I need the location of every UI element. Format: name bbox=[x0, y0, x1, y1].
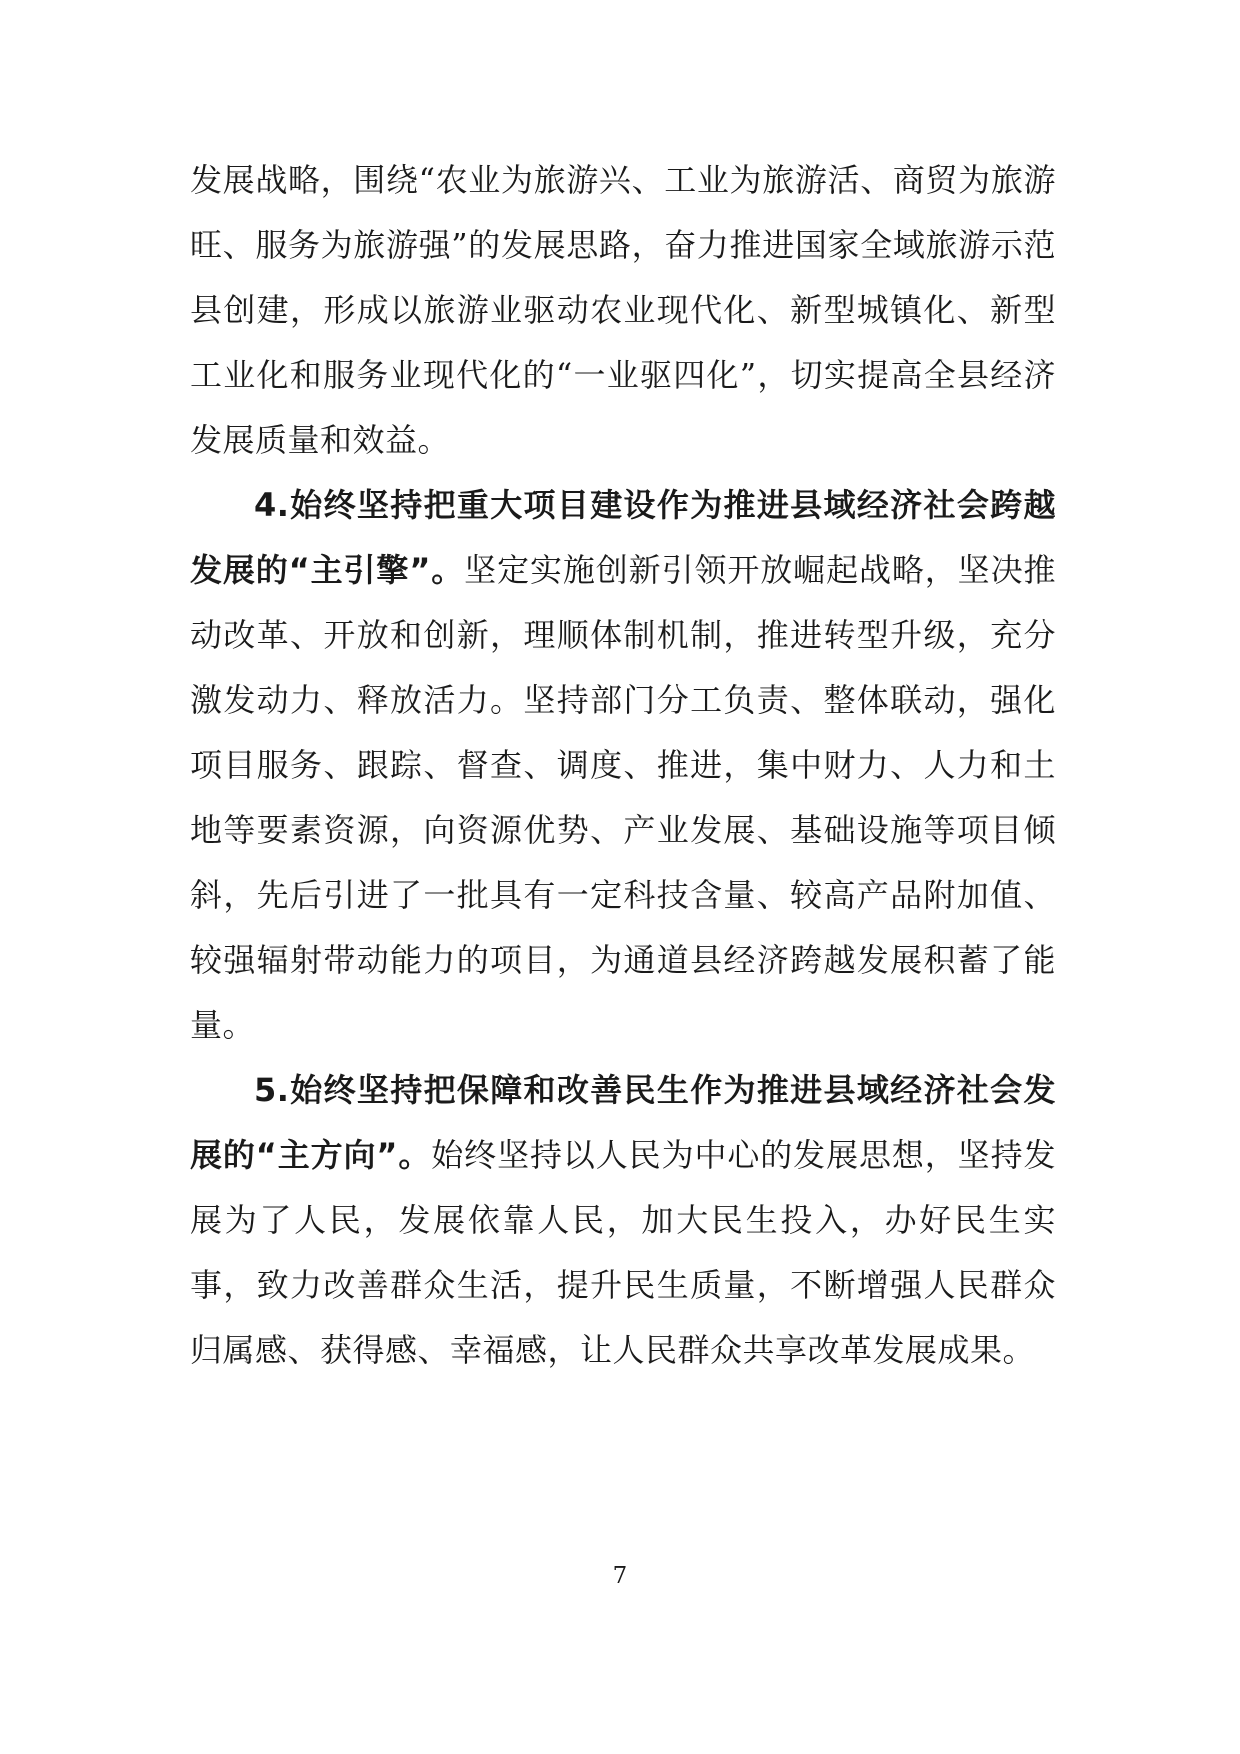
paragraph-lead: 5.始终坚持把保障和改善民生作为推进县域经济社会发展的“主方向”。 bbox=[190, 1071, 1056, 1174]
paragraph-item-5 bbox=[190, 1058, 1056, 1383]
page-number: 7 bbox=[612, 1563, 628, 1589]
paragraph-continuation bbox=[190, 148, 1056, 473]
paragraph-text: 发展战略，围绕“农业为旅游兴、工业为旅游活、商贸为旅游旺、服务为旅游强”的发展思路，奋力推进国家全域旅游示范县创建，形成以旅游业驱动农业现代化、新型城镇化、新型工业化和服务业现代化的“一业驱四化”，切实提高全县经济发展质量和效益。 bbox=[190, 161, 1056, 459]
paragraph-lead: 4.始终坚持把重大项目建设作为推进县域经济社会跨越发展的“主引擎”。 bbox=[190, 486, 1056, 589]
document-body bbox=[190, 148, 1056, 1383]
paragraph-item-4 bbox=[190, 473, 1056, 1058]
paragraph-text: 坚定实施创新引领开放崛起战略，坚决推动改革、开放和创新，理顺体制机制，推进转型升级，充分激发动力、释放活力。坚持部门分工负责、整体联动，强化项目服务、跟踪、督查、调度、推进，集中财力、人力和土地等要素资源，向资源优势、产业发展、基础设施等项目倾斜，先后引进了一批具有一定科技含量、较高产品附加值、较强辐射带动能力的项目，为通道县经济跨越发展积蓄了能量。 bbox=[190, 551, 1056, 1044]
paragraph-text: 始终坚持以人民为中心的发展思想，坚持发展为了人民，发展依靠人民，加大民生投入，办好民生实事，致力改善群众生活，提升民生质量，不断增强人民群众归属感、获得感、幸福感，让人民群众共享改革发展成果。 bbox=[190, 1136, 1056, 1369]
page-footer bbox=[0, 1562, 1240, 1590]
